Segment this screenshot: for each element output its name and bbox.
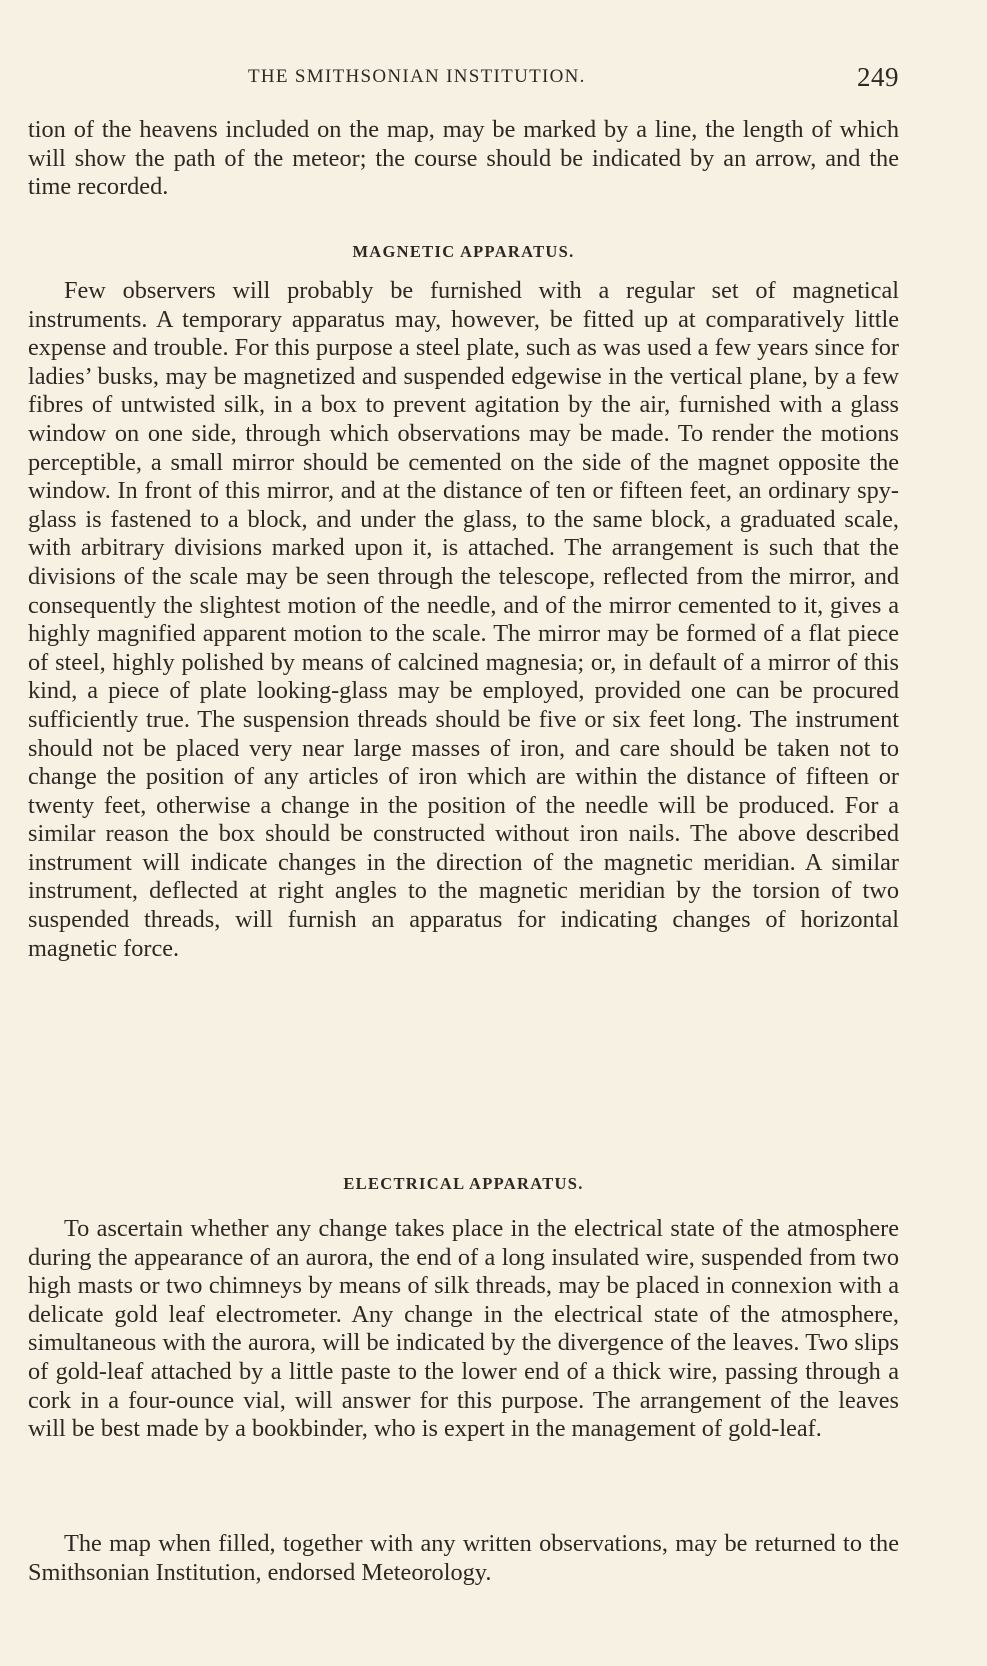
magnetic-paragraph: Few observers will probably be furnished with a regular set of magnetical instruments. A temporary apparatus may, however, be fitted up at comparatively little expense and trouble. For this purpose a steel plate, such as was used a few years since for ladies’ busks, may be magnetized and suspended edgewise in the vertical plane, by a few fibres of untwisted silk, in a box to prevent agitation by the air, furnished with a glass window on one side, through which observations may be made. To render the motions perceptible, a small mirror should be cemented on the side of the magnet opposite the window. In front of this mirror, and at the distance of ten or fifteen feet, an ordinary spy-glass is fastened to a block, and under the glass, to the same block, a graduated scale, with arbitrary divisions marked upon it, is attached. The arrangement is such that the divisions of the scale may be seen through the telescope, reflected from the mirror, and consequently the slightest motion of the needle, and of the mirror cemented to it, gives a highly magnified apparent motion to the scale. The mirror may be formed of a flat piece of steel, highly polished by means of calcined magnesia; or, in default of a mirror of this kind, a piece of plate looking-glass may be employed, provided one can be procured sufficiently true. The suspension threads should be five or six feet long. The instrument should not be placed very near large masses of iron, and care should be taken not to change the position of any articles of iron which are within the distance of fifteen or twenty feet, otherwise a change in the position of the needle will be produced. For a similar reason the box should be constructed without iron nails. The above described instrument will indicate changes in the direction of the magnetic meridian. A similar instrument, deflected at right angles to the magnetic meridian by the torsion of two suspended threads, will furnish an apparatus for indicating changes of horizontal magnetic force. (28, 277, 899, 962)
running-title: THE SMITHSONIAN INSTITUTION. (248, 66, 586, 87)
electrical-paragraph: To ascertain whether any change takes place in the electrical state of the atmosphere during the appearance of an aurora, the end of a long insulated wire, suspended from two high masts or two chimneys by means of silk threads, may be placed in connexion with a delicate gold leaf electrometer. Any change in the electrical state of the atmosphere, simultaneous with the aurora, will be indicated by the divergence of the leaves. Two slips of gold-leaf attached by a little paste to the lower end of a thick wire, passing through a cork in a four-ounce vial, will answer for this purpose. The arrangement of the leaves will be best made by a bookbinder, who is expert in the management of gold-leaf. (28, 1215, 899, 1443)
running-head (28, 62, 899, 96)
closing-paragraph: The map when filled, together with any written observations, may be returned to the Smithsonian Institution, endorsed Meteorology. (28, 1530, 899, 1586)
section-heading-magnetic: MAGNETIC APPARATUS. (352, 242, 575, 261)
page-number: 249 (857, 62, 899, 92)
section-heading-electrical: ELECTRICAL APPARATUS. (343, 1174, 584, 1193)
continuation-paragraph: tion of the heavens included on the map, may be marked by a line, the length of which will show the path of the meteor; the course should be indicated by an arrow, and the time recorded. (28, 116, 899, 201)
